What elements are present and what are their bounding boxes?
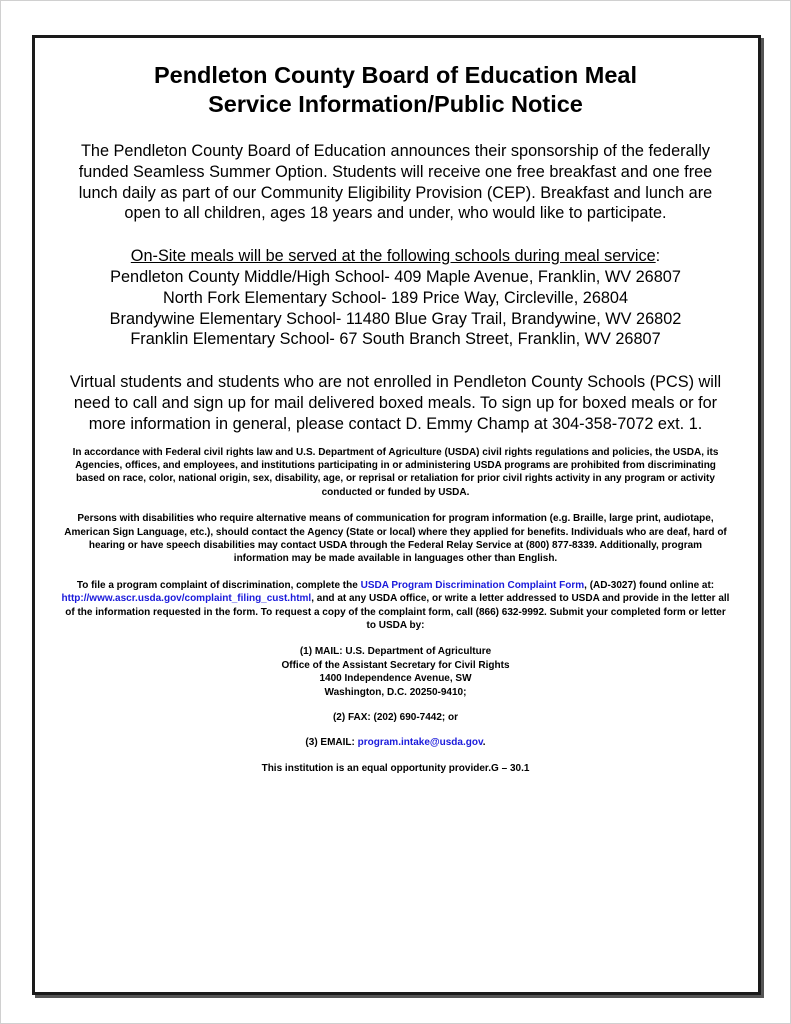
disabilities-paragraph: Persons with disabilities who require alternative means of communication for program information (e.g. Braille, large print, audiotape, American Sign Language, etc.), should contact the Agency (State or local) where they applied for benefits. Individuals who are deaf, hard of hearing or have speech disabilities may contact USDA through the Federal Relay Service at (800) 877-8339. Additionally, program information may be made available in languages other than English.: [64, 513, 727, 565]
complaint-url-link[interactable]: http://www.ascr.usda.gov/complaint_filing_cust.html: [61, 593, 312, 605]
complaint-form-link[interactable]: USDA Program Discrimination Complaint Form: [360, 579, 585, 591]
mail-line-1: (1) MAIL: U.S. Department of Agriculture: [299, 646, 492, 658]
mail-line-3: 1400 Independence Avenue, SW: [319, 673, 472, 685]
civil-rights-paragraph: In accordance with Federal civil rights law and U.S. Department of Agriculture (USDA) civil rights regulations and policies, the USDA, its Agencies, offices, and employees, and institutions participating in or administering USDA programs are prohibited from discriminating based on race, color, national origin, sex, disability, age, or reprisal or retaliation for prior civil rights activity in any program or activity conducted or funded by USDA.: [72, 446, 719, 498]
site-item: Brandywine Elementary School- 11480 Blue Gray Trail, Brandywine, WV 26802: [109, 309, 682, 328]
complaint-text-1: To file a program complaint of discrimination, complete the: [76, 579, 361, 591]
site-item: Pendleton County Middle/High School- 409 Maple Avenue, Franklin, WV 26807: [110, 267, 681, 286]
title-line-2: Service Information/Public Notice: [208, 91, 583, 117]
intro-paragraph: The Pendleton County Board of Education announces their sponsorship of the federally funded Seamless Summer Option. Students will receive one free breakfast and one free lunch daily as part of our Community Eligibility Provision (CEP). Breakfast and lunch are open to all children, ages 18 years and under, who would like to participate.: [78, 142, 713, 223]
email-link[interactable]: program.intake@usda.gov: [357, 737, 483, 749]
sites-heading: On-Site meals will be served at the following schools during meal service: [130, 247, 656, 266]
title-line-1: Pendleton County Board of Education Meal: [153, 62, 638, 88]
site-item: Franklin Elementary School- 67 South Branch Street, Franklin, WV 26807: [130, 330, 661, 349]
complaint-paragraph: [61, 579, 730, 633]
mail-line-4: Washington, D.C. 20250-9410;: [324, 686, 467, 698]
sites-heading-line: [61, 246, 730, 267]
fax-line: (2) FAX: (202) 690-7442; or: [332, 712, 459, 724]
virtual-paragraph: Virtual students and students who are not enrolled in Pendleton County Schools (PCS) will need to call and sign up for mail delivered boxed meals. To sign up for boxed meals or for more information in general, please contact D. Emmy Champ at 304-358-7072 ext. 1.: [69, 373, 722, 433]
mail-line-2: Office of the Assistant Secretary for Civil Rights: [281, 659, 510, 671]
meal-sites: [61, 246, 730, 350]
complaint-text-3: , and at any USDA office, or write a letter addressed to USDA and provide in the letter all of the information requested in the form. To request a copy of the complaint form, call (866) 632-9992. Submit your completed form or letter to USDA by:: [65, 593, 730, 632]
email-line: [61, 736, 730, 749]
complaint-text-2: , (AD-3027) found online at:: [584, 579, 715, 591]
site-item: North Fork Elementary School- 189 Price Way, Circleville, 26804: [162, 288, 629, 307]
notice-title: [61, 61, 730, 119]
notice-content: [61, 61, 730, 787]
footer-statement: This institution is an equal opportunity provider.G – 30.1: [261, 762, 530, 774]
mail-address: [61, 645, 730, 699]
email-end: .: [482, 737, 486, 749]
sites-heading-colon: :: [655, 247, 661, 266]
email-label: (3) EMAIL:: [305, 737, 358, 749]
